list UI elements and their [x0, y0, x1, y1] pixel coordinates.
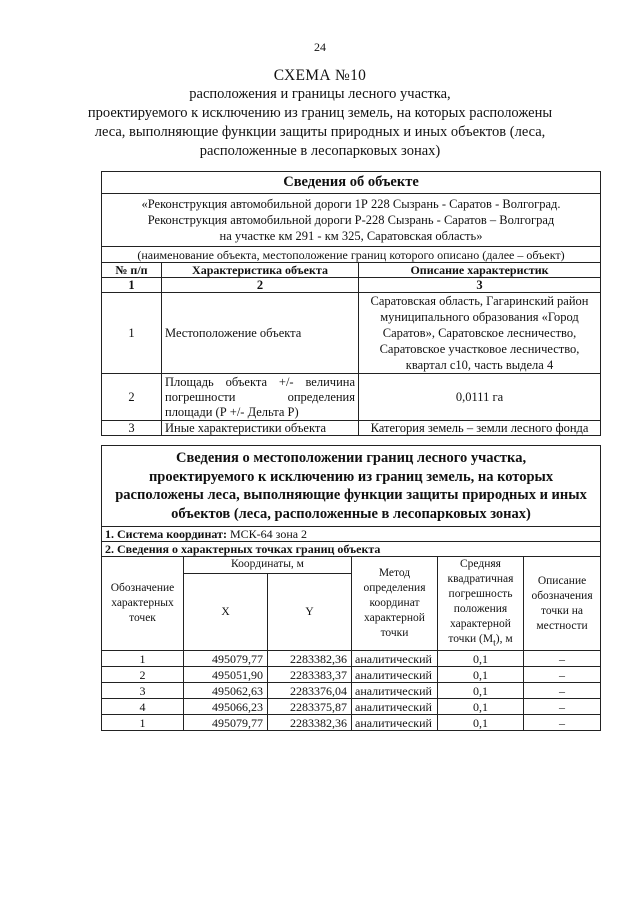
- document-title: [60, 66, 580, 161]
- column-number: 2: [162, 278, 359, 293]
- column-header-x: X: [184, 573, 268, 650]
- table-row: [102, 421, 601, 436]
- point-method: аналитический: [352, 683, 438, 699]
- header-line: расположены леса, выполняющие функции защиты природных и иных: [115, 487, 587, 503]
- point-y: 2283382,36: [268, 651, 352, 667]
- table-row: [102, 667, 601, 683]
- object-info-table: [101, 171, 601, 436]
- description-line: Саратов», Саратовское лесничество,: [382, 326, 577, 340]
- point-y: 2283383,37: [268, 667, 352, 683]
- object-name-line: на участке км 291 - км 325, Саратовская область»: [219, 229, 483, 243]
- point-method: аналитический: [352, 699, 438, 715]
- table-row: [102, 699, 601, 715]
- object-table-header: Сведения об объекте: [102, 172, 601, 194]
- point-id: 1: [102, 651, 184, 667]
- point-error: 0,1: [438, 667, 524, 683]
- column-header-y: Y: [268, 573, 352, 650]
- object-name-line: «Реконструкция автомобильной дороги 1Р 228 Сызрань - Саратов - Волгоград.: [141, 197, 561, 211]
- characteristic-line: погрешности определения: [165, 389, 355, 404]
- point-description: –: [524, 683, 601, 699]
- title-line: проектируемого к исключению из границ земель, на которых расположены: [87, 105, 553, 121]
- point-error: 0,1: [438, 699, 524, 715]
- point-x: 495051,90: [184, 667, 268, 683]
- row-number: 2: [102, 374, 162, 421]
- description-line: муниципального образования «Город: [380, 310, 579, 324]
- table-row: [102, 651, 601, 667]
- characteristic-line: площади (Р +/- Дельта Р): [165, 404, 299, 419]
- row-characteristic: Местоположение объекта: [162, 293, 359, 374]
- row-description: Категория земель – земли лесного фонда: [359, 421, 601, 436]
- column-number: 3: [359, 278, 601, 293]
- error-header-subscript: t: [493, 637, 496, 649]
- point-x: 495079,77: [184, 715, 268, 731]
- description-line: квартал с10, часть выдела 4: [405, 358, 554, 372]
- row-characteristic: [162, 374, 359, 421]
- header-line: Сведения о местоположении границ лесного участка,: [175, 450, 527, 466]
- row-description: 0,0111 га: [359, 374, 601, 421]
- section-points-title: 2. Сведения о характерных точках границ объекта: [102, 542, 601, 557]
- object-note: (наименование объекта, местоположение границ которого описано (далее – объект): [102, 247, 601, 263]
- boundary-points-table: [101, 445, 601, 731]
- row-characteristic: Иные характеристики объекта: [162, 421, 359, 436]
- point-id: 4: [102, 699, 184, 715]
- point-y: 2283376,04: [268, 683, 352, 699]
- point-id: 2: [102, 667, 184, 683]
- object-name-line: Реконструкция автомобильной дороги Р-228 Сызрань - Саратов – Волгоград: [147, 213, 555, 227]
- scheme-title: СХЕМА №10: [273, 67, 367, 84]
- table-row: [102, 293, 601, 374]
- error-header-text: Средняя квадратичная погрешность положения характерной точки (M: [447, 558, 514, 645]
- point-method: аналитический: [352, 667, 438, 683]
- coordinate-system-label: 1. Система координат:: [105, 526, 227, 541]
- point-id: 3: [102, 683, 184, 699]
- characteristic-line: Площадь объекта +/- величина: [165, 374, 355, 389]
- column-header-coordinates: Координаты, м: [184, 557, 352, 574]
- point-method: аналитический: [352, 715, 438, 731]
- point-description: –: [524, 651, 601, 667]
- point-x: 495066,23: [184, 699, 268, 715]
- description-line: Саратовское участковое лесничество,: [379, 342, 580, 356]
- title-line: леса, выполняющие функции защиты природных и иных объектов (леса,: [94, 124, 546, 140]
- title-line: расположения и границы лесного участка,: [189, 86, 451, 102]
- table-row: [102, 715, 601, 731]
- object-name: [102, 194, 601, 247]
- page-number: 24: [314, 40, 326, 54]
- coordinate-system: [102, 527, 601, 542]
- point-y: 2283382,36: [268, 715, 352, 731]
- row-description: [359, 293, 601, 374]
- row-number: 1: [102, 293, 162, 374]
- column-header-error: [438, 557, 524, 651]
- point-description: –: [524, 699, 601, 715]
- column-header-num: № п/п: [102, 263, 162, 278]
- title-line: расположенные в лесопарковых зонах): [199, 143, 441, 159]
- boundary-table-header: [102, 446, 601, 527]
- point-x: 495079,77: [184, 651, 268, 667]
- point-y: 2283375,87: [268, 699, 352, 715]
- column-header-description: Описание характеристик: [359, 263, 601, 278]
- column-header-point: Обозначение характерных точек: [102, 557, 184, 651]
- point-method: аналитический: [352, 651, 438, 667]
- error-header-tail: ), м: [495, 633, 513, 645]
- point-error: 0,1: [438, 651, 524, 667]
- column-header-characteristic: Характеристика объекта: [162, 263, 359, 278]
- column-header-description: Описание обозначения точки на местности: [524, 557, 601, 651]
- point-description: –: [524, 667, 601, 683]
- point-description: –: [524, 715, 601, 731]
- column-number: 1: [102, 278, 162, 293]
- row-number: 3: [102, 421, 162, 436]
- description-line: Саратовская область, Гагаринский район: [370, 294, 589, 308]
- table-row: [102, 374, 601, 421]
- point-error: 0,1: [438, 715, 524, 731]
- point-x: 495062,63: [184, 683, 268, 699]
- point-id: 1: [102, 715, 184, 731]
- column-header-method: Метод определения координат характерной точки: [352, 557, 438, 651]
- header-line: объектов (леса, расположенные в лесопарковых зонах): [171, 505, 531, 522]
- point-error: 0,1: [438, 683, 524, 699]
- table-row: [102, 683, 601, 699]
- coordinate-system-value: МСК-64 зона 2: [229, 526, 308, 541]
- header-line: проектируемого к исключению из границ земель, на которых: [148, 468, 554, 485]
